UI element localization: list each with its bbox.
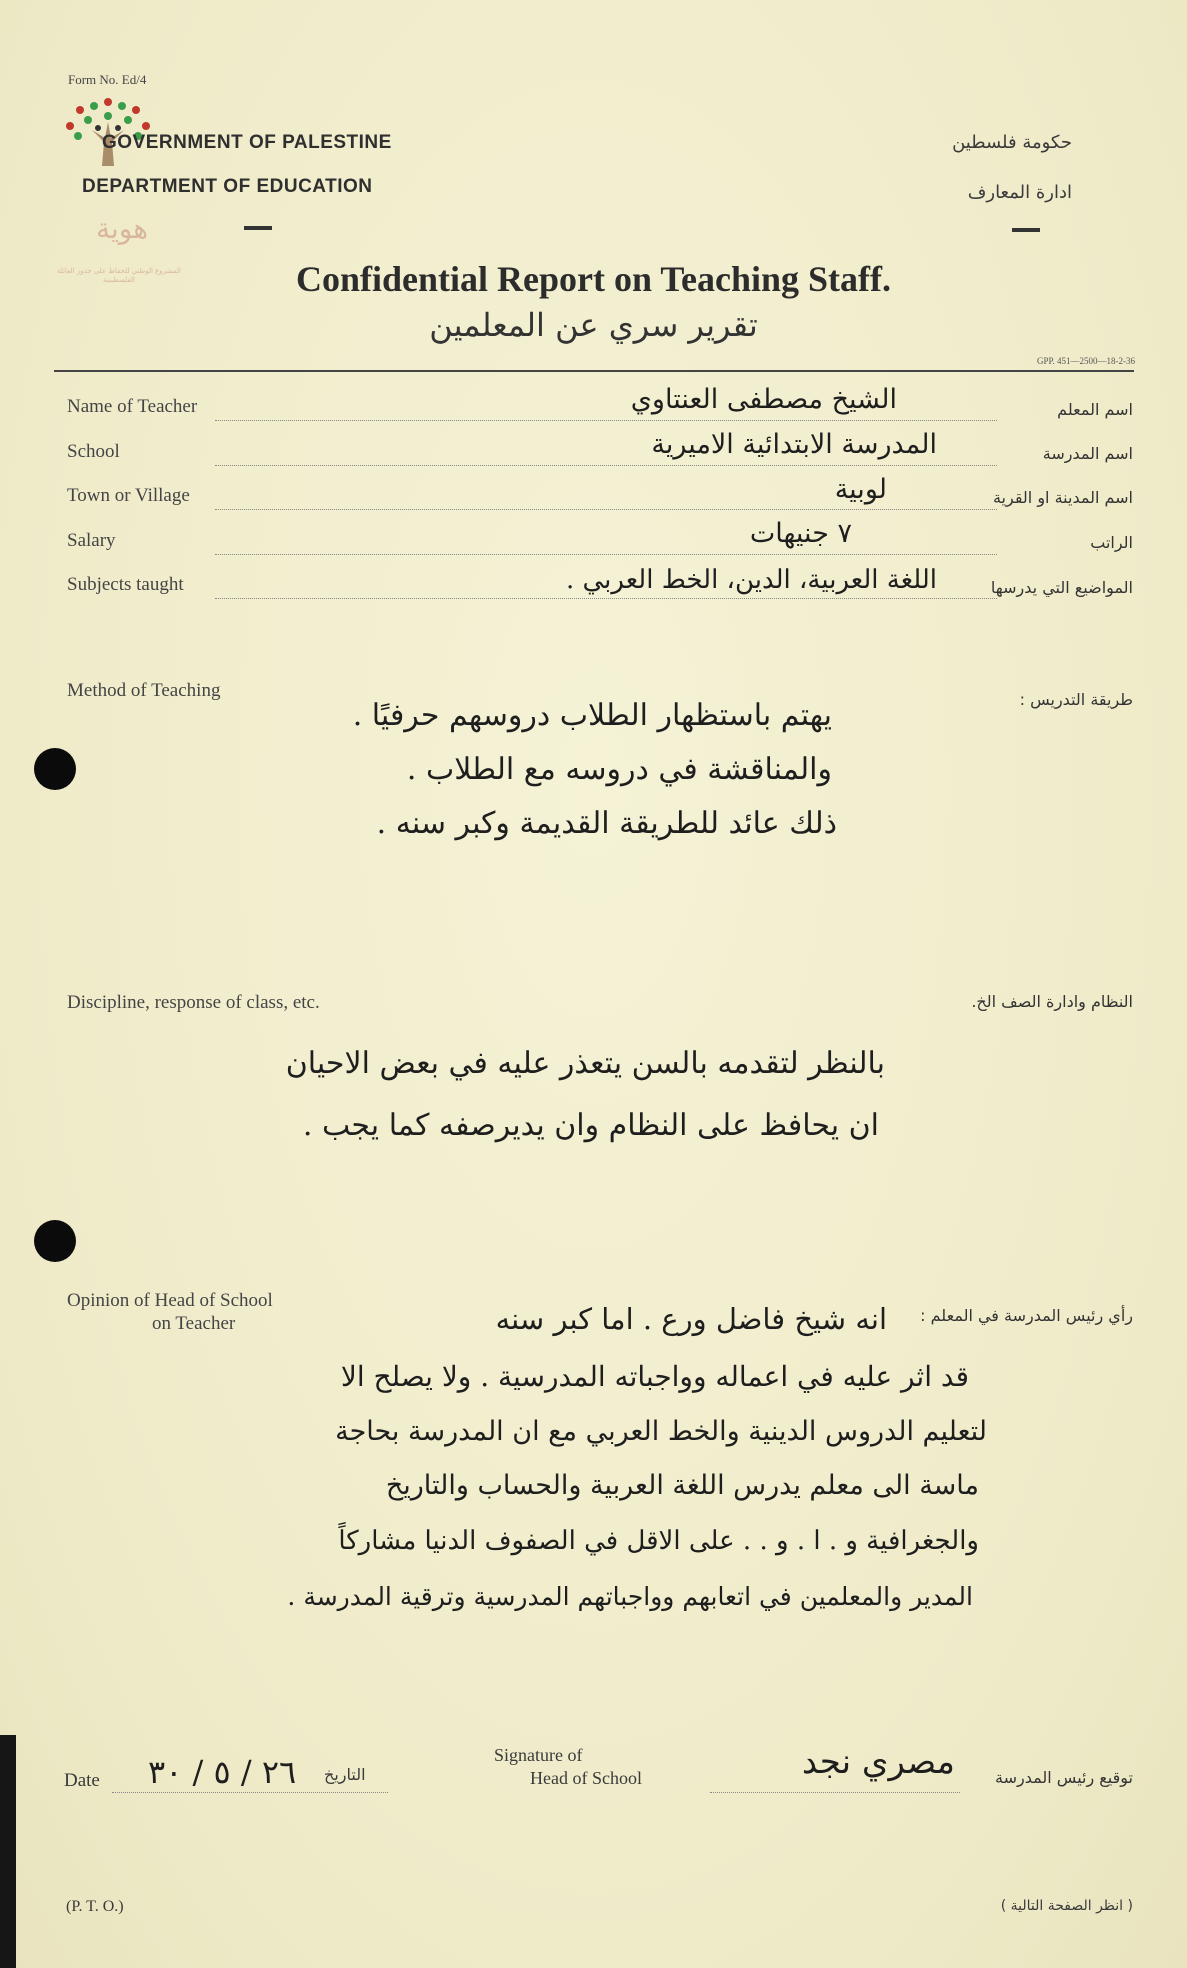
label-salary-en: Salary [67,530,116,551]
label-school-ar: اسم المدرسة [1042,444,1133,463]
dotted-line [215,509,997,510]
pto-ar: ( انظر الصفحة التالية ) [1000,1898,1133,1914]
dotted-line [215,465,997,466]
department-ar: ادارة المعارف [967,182,1072,203]
method-label-en: Method of Teaching [67,680,221,701]
label-subjects-en: Subjects taught [67,574,184,595]
label-town-ar: اسم المدينة او القرية [992,488,1133,507]
signature-label-en-2: Head of School [530,1768,642,1788]
dotted-line [215,598,997,599]
report-title-en: Confidential Report on Teaching Staff. [295,259,892,299]
opinion-line: لتعليم الدروس الدينية والخط العربي مع ان المدرسة بحاجة [335,1416,987,1447]
government-ar: حكومة فلسطين [952,132,1072,153]
label-town-en: Town or Village [67,485,190,506]
opinion-label-ar: رأي رئيس المدرسة في المعلم : [920,1306,1133,1325]
salary-value: ٧ جنيهات [749,518,852,549]
opinion-line: المدير والمعلمين في اتعابهم وواجباتهم المدرسية وترقية المدرسة . [287,1582,973,1611]
label-subjects-ar: المواضيع التي يدرسها [990,578,1133,597]
date-value: ٢٦ / ٥ / ٣٠ [148,1753,297,1791]
signature-label-ar: توقيع رئيس المدرسة [995,1768,1133,1787]
teacher-name-value: الشيخ مصطفى العنتاوي [630,384,897,415]
divider-left [244,226,272,230]
label-school-en: School [67,441,120,462]
label-name-ar: اسم المعلم [1057,400,1133,419]
punch-hole [34,1220,76,1262]
method-line: يهتم باستظهار الطلاب دروسهم حرفيًا . [352,698,832,733]
signature-line [710,1792,960,1793]
dotted-line [215,420,997,421]
divider-right [1012,228,1040,232]
opinion-line: ماسة الى معلم يدرس اللغة العربية والحساب والتاريخ [385,1470,979,1501]
date-line [112,1792,388,1793]
method-line: ذلك عائد للطريقة القديمة وكبر سنه . [376,806,837,841]
logo-word: هوية [95,212,149,245]
opinion-line: قد اثر عليه في اعماله وواجباته المدرسية . ولا يصلح الا [340,1360,969,1393]
pto-en: (P. T. O.) [66,1898,124,1915]
logo-tagline: المشروع الوطني للحفاظ على جذور العائلة الفلسطينية [57,267,181,284]
town-value: لوبية [834,474,887,505]
opinion-label-en: Opinion of Head of School [67,1290,273,1311]
report-title-ar: تقرير سري عن المعلمين [429,306,758,344]
discipline-line: بالنظر لتقدمه بالسن يتعذر عليه في بعض الاحيان [285,1046,885,1081]
government-en: GOVERNMENT OF PALESTINE [102,132,392,153]
signature-value: مصري نجد [801,1742,955,1782]
dotted-line [215,554,997,555]
date-label-ar: التاريخ [324,1765,366,1784]
method-label-ar: طريقة التدريس : [1019,690,1133,709]
discipline-line: ان يحافظ على النظام وان يديرصفه كما يجب . [302,1108,879,1143]
header-rule [54,370,1134,372]
opinion-label-en-2: on Teacher [152,1313,236,1334]
discipline-label-ar: النظام وادارة الصف الخ. [971,992,1133,1011]
label-salary-ar: الراتب [1090,533,1133,552]
date-label-en: Date [64,1770,100,1791]
label-name-en: Name of Teacher [67,396,198,417]
signature-label-en: Signature of [494,1745,583,1765]
department-en: DEPARTMENT OF EDUCATION [82,176,373,197]
opinion-line: والجغرافية و . ا . و . . على الاقل في الصفوف الدنيا مشاركاً [338,1526,979,1556]
punch-hole [34,748,76,790]
method-line: والمناقشة في دروسه مع الطلاب . [406,752,832,787]
tree-logo-icon [58,92,158,166]
opinion-line: انه شيخ فاضل ورع . اما كبر سنه [495,1302,887,1336]
discipline-label-en: Discipline, response of class, etc. [67,992,320,1013]
print-code: GPP. 451—2500—18-2-36 [1036,356,1135,366]
form-number: Form No. Ed/4 [68,72,147,87]
scan-edge-shadow [0,1735,16,1968]
subjects-value: اللغة العربية، الدين، الخط العربي . [565,565,937,595]
school-value: المدرسة الابتدائية الاميرية [651,429,937,460]
